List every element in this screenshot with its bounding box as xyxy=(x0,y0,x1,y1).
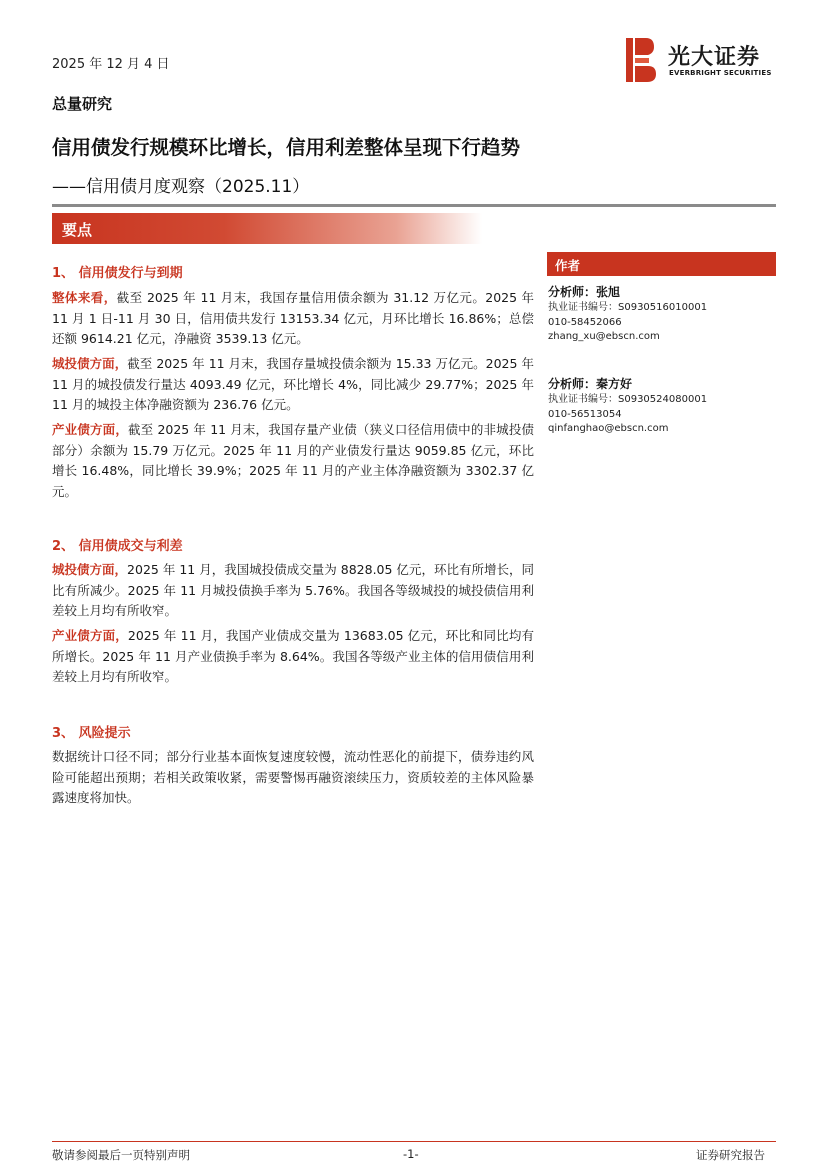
logo-english-name: EVERBRIGHT SECURITIES xyxy=(669,69,772,77)
paragraph-text: 截至 2025 年 11 月末，我国存量产业债（狭义口径信用债中的非城投债部分）余额为 15.79 万亿元。2025 年 11 月的产业债发行量达 9059.85 亿元，环比增长 16.48%，同比增长 39.9%；2025 年 11 月的产业主体净融资额为 3302.37 亿元。 xyxy=(52,422,534,499)
analyst-phone: 010-56513054 xyxy=(548,408,622,420)
paragraph-risk xyxy=(52,747,534,809)
paragraph-lead: 城投债方面， xyxy=(52,562,128,577)
analyst-email[interactable]: zhang_xu@ebscn.com xyxy=(548,331,660,342)
analyst-name: 分析师：秦方好 xyxy=(548,377,633,391)
logo-chinese-name: 光大证券 xyxy=(668,45,761,70)
analyst-email[interactable]: qinfanghao@ebscn.com xyxy=(548,423,669,434)
section-trading xyxy=(52,535,534,554)
paragraph-text: 截至 2025 年 11 月末，我国存量信用债余额为 31.12 万亿元。2025 年 11 月 1 日-11 月 30 日，信用债共发行 13153.34 亿元，月环比增长 16.86%；总偿还额 9614.21 亿元，净融资 3539.13 亿元。 xyxy=(52,290,534,346)
logo-mark-icon xyxy=(626,38,656,82)
footer-disclaimer[interactable]: 敬请参阅最后一页特别声明 xyxy=(52,1148,190,1162)
section-risk xyxy=(52,722,534,741)
report-category: 总量研究 xyxy=(52,95,113,113)
page-number: -1- xyxy=(403,1147,419,1161)
authors-label: 作者 xyxy=(555,258,581,273)
footer-report-type: 证券研究报告 xyxy=(696,1148,765,1162)
keypoints-label: 要点 xyxy=(62,221,93,239)
paragraph-text: 2025 年 11 月，我国产业债成交量为 13683.05 亿元，环比和同比均有所增长。2025 年 11 月产业债换手率为 8.64%。我国各等级产业主体的信用债信用利差较上月均有所收窄。 xyxy=(52,628,534,684)
footer-divider xyxy=(52,1141,776,1142)
paragraph-chengtou xyxy=(52,354,534,416)
section-issuance xyxy=(52,262,534,281)
report-date: 2025 年 12 月 4 日 xyxy=(52,57,170,72)
paragraph-lead: 城投债方面， xyxy=(52,356,128,371)
section-heading: 1、 信用债发行与到期 xyxy=(52,266,183,281)
paragraph-chengtou-trading xyxy=(52,560,534,622)
analyst-card xyxy=(548,283,776,345)
everbright-logo xyxy=(626,38,776,82)
paragraph-overall xyxy=(52,288,534,350)
header-divider xyxy=(52,204,776,207)
analyst-cert: 执业证书编号：S0930516010001 xyxy=(548,302,708,313)
section-heading: 2、 信用债成交与利差 xyxy=(52,539,183,554)
report-subtitle: ——信用债月度观察（2025.11） xyxy=(52,177,310,197)
analyst-phone: 010-58452066 xyxy=(548,316,622,328)
analyst-cert: 执业证书编号：S0930524080001 xyxy=(548,394,708,405)
section-heading: 3、 风险提示 xyxy=(52,726,131,741)
authors-banner xyxy=(547,252,776,276)
analyst-card xyxy=(548,375,776,437)
paragraph-text: 2025 年 11 月，我国城投债成交量为 8828.05 亿元，环比有所增长，同比有所减少。2025 年 11 月城投债换手率为 5.76%。我国各等级城投的城投债信用利差较上月均有所收窄。 xyxy=(52,562,534,618)
paragraph-industrial xyxy=(52,420,534,502)
keypoints-banner xyxy=(52,213,482,244)
paragraph-lead: 产业债方面， xyxy=(52,422,128,437)
report-title: 信用债发行规模环比增长，信用利差整体呈现下行趋势 xyxy=(52,136,521,159)
analyst-name: 分析师：张旭 xyxy=(548,285,621,299)
paragraph-text: 数据统计口径不同；部分行业基本面恢复速度较慢，流动性恶化的前提下，债券违约风险可能超出预期；若相关政策收紧，需要警惕再融资滚续压力，资质较差的主体风险暴露速度将加快。 xyxy=(52,749,534,805)
paragraph-lead: 整体来看， xyxy=(52,290,117,305)
paragraph-industrial-trading xyxy=(52,626,534,688)
paragraph-text: 截至 2025 年 11 月末，我国存量城投债余额为 15.33 万亿元。2025 年 11 月的城投债发行量达 4093.49 亿元，环比增长 4%，同比减少 29.77%；2025 年 11 月的城投主体净融资额为 236.76 亿元。 xyxy=(52,356,534,412)
paragraph-lead: 产业债方面， xyxy=(52,628,128,643)
